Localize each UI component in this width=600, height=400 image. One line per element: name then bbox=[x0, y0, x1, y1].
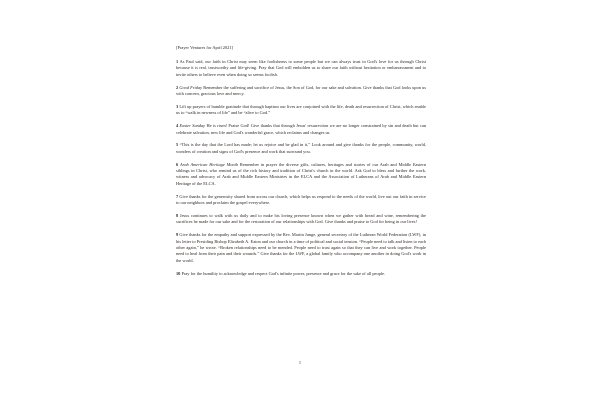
prayer-entry-body: Pray for the humility to acknowledge and respect God's infinite power, presence and grace for the sake of all people. bbox=[181, 270, 386, 276]
prayer-entry bbox=[176, 162, 426, 187]
prayer-entry-number: 10 bbox=[176, 270, 181, 276]
prayer-entry-body: Give thanks for the generosity shared from across our church, which helps us respond to the needs of the world, live out our faith in service to our neighbors and proclaim the gospel everywhere. bbox=[176, 193, 426, 206]
prayer-entry-body: Give thanks for the empathy and support expressed by the Rev. Martin Junge, general secretary of the Lutheran World Federation (LWF), in his letter to Presiding Bishop Elizabeth A. Eaton and our church in a time of political and social tension. “People need to talk and listen to each other again,” he wrote. “Broken relationships need to be mended. People need to trust again so that they can live and work together. People need to heal from their pain and their wounds.” Give thanks for the LWF, a global family who accompany one another in doing God's work in the world. bbox=[176, 232, 426, 263]
prayer-entry-list bbox=[176, 59, 426, 277]
prayer-entry-body: Jesus continues to walk with us daily and to make his loving presence known when we gather with bread and wine, remembering the sacrifices he made for our sake and for the restoration of our relationships with God. Give thanks and praise to God for being in our lives! bbox=[176, 213, 426, 225]
prayer-entry-number: 6 bbox=[176, 161, 179, 167]
prayer-entry-number: 1 bbox=[176, 59, 179, 64]
prayer-entry bbox=[176, 85, 426, 98]
prayer-entry-body: Remember the suffering and sacrifice of Jesus, the Son of God, for our sake and salvation. Give thanks that God looks upon us with concern, gracious love and mercy. bbox=[176, 84, 426, 96]
prayer-entry bbox=[176, 271, 426, 277]
document-title: [Prayer Ventures for April 2021] bbox=[176, 45, 234, 50]
prayer-entry-body: “This is the day that the Lord has made; let us rejoice and be glad in it,” Look around and give thanks for the people, community, world, wonders of creation and signs of God's presence and work that surround you. bbox=[176, 142, 426, 154]
prayer-entry bbox=[176, 59, 426, 78]
prayer-entry-number: 4 bbox=[176, 123, 179, 129]
prayer-entry-number: 9 bbox=[176, 232, 179, 238]
prayer-entry-body: As Paul said, our faith in Christ may seem like foolishness to some people but we can always trust in God's love for us through Christ because it is real, trustworthy and life-giving. Pray that God will embolden us to share our faith without hesitation or embarrassment and to invite others to believe even when doing so seems foolish. bbox=[176, 59, 427, 77]
prayer-entry bbox=[176, 213, 426, 226]
prayer-entry-body: Lift up prayers of humble gratitude that through baptism our lives are conjoined with the life, death and resurrection of Christ, which enable us to “walk in newness of life” and be “alive to God.” bbox=[176, 103, 426, 116]
page-number: 1 bbox=[298, 360, 302, 365]
prayer-entry bbox=[176, 123, 426, 136]
prayer-entry bbox=[176, 142, 426, 155]
prayer-entry-number: 2 bbox=[176, 84, 179, 90]
prayer-entry bbox=[176, 194, 426, 207]
prayer-entry bbox=[176, 104, 426, 117]
prayer-entry-number: 3 bbox=[176, 103, 179, 109]
prayer-entry-lead: Good Friday bbox=[179, 84, 203, 90]
prayer-entry bbox=[176, 232, 426, 264]
prayer-entry-number: 7 bbox=[176, 193, 179, 199]
prayer-entry-number: 5 bbox=[176, 142, 179, 148]
prayer-entry-number: 8 bbox=[176, 213, 179, 218]
prayer-entry-lead: Easter Sunday bbox=[179, 123, 206, 129]
prayer-entry-body: Remember in prayer the diverse gifts, cultures, heritages and stories of our Arab and Middle Eastern siblings in Christ, who remind us of the rich history and tradition of Christ's church in the world. Ask God to bless and further the work, witness and advocacy of Arab and Middle Eastern Ministries in the ELCA and the Association of Lutherans of Arab and Middle Eastern Heritage of the ELCA. bbox=[176, 161, 426, 186]
document-text-column bbox=[176, 45, 426, 284]
prayer-entry-lead: Arab American Heritage Month bbox=[180, 161, 238, 167]
prayer-entry-body: He is risen! Praise God! Give thanks that through Jesus' resurrection we are no longer constrained by sin and death but can celebrate salvation, new life and God's wonderful grace, which reclaims and changes us. bbox=[176, 123, 426, 135]
